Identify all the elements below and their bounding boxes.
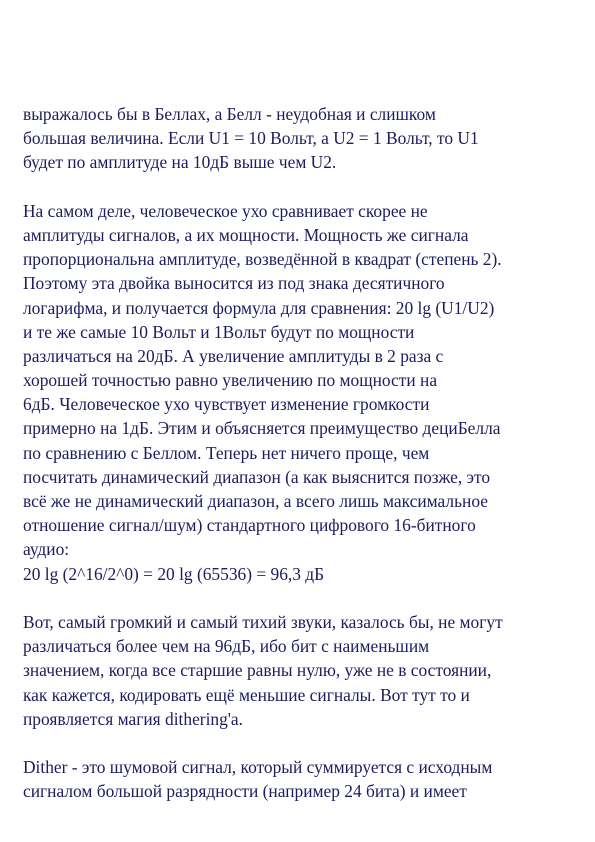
text-line: по сравнению с Беллом. Теперь нет ничего проще, чем	[23, 442, 430, 463]
text-line: пропорциональна амплитуде, возведённой в квадрат (степень 2).	[23, 249, 502, 270]
text-line: будет по амплитуде на 10дБ выше чем U2.	[23, 152, 337, 173]
text-line: сигналом большой разрядности (например 24 бита) и имеет	[23, 781, 467, 802]
text-line: хорошей точностью равно увеличению по мощности на	[23, 370, 438, 391]
text-line: Поэтому эта двойка выносится из под знака десятичного	[23, 273, 445, 294]
text-line: выражалось бы в Беллах, а Белл - неудобная и слишком	[23, 104, 436, 124]
paragraph-gap	[23, 175, 583, 199]
text-line: На самом деле, человеческое ухо сравнивает скорее не	[23, 200, 428, 221]
text-line: большая величина. Если U1 = 10 Вольт, а U2 = 1 Вольт, то U1	[23, 128, 479, 149]
text-line: посчитать динамический диапазон (а как выяснится позже, это	[23, 466, 491, 487]
paragraph-4	[23, 755, 583, 803]
text-line: как кажется, кодировать ещё меньшие сигналы. Вот тут то и	[23, 684, 470, 705]
text-line: и те же самые 10 Вольт и 1Вольт будут по мощности	[23, 321, 415, 342]
text-line: различаться более чем на 96дБ, ибо бит с наименьшим	[23, 636, 430, 657]
document-body	[23, 102, 583, 803]
text-line: различаться на 20дБ. А увеличение амплитуды в 2 раза с	[23, 345, 444, 366]
text-line: примерно на 1дБ. Этим и объясняется преимущество дециБелла	[23, 418, 501, 439]
paragraph-gap	[23, 586, 583, 610]
text-line: логарифма, и получается формула для сравнения: 20 lg (U1/U2)	[23, 297, 495, 318]
paragraph-2	[23, 199, 583, 586]
text-line: всё же не динамический диапазон, а всего лишь максимальное	[23, 491, 488, 511]
text-line: амплитуды сигналов, а их мощности. Мощность же сигнала	[23, 224, 469, 245]
text-line: отношение сигнал/шум) стандартного цифрового 16-битного	[23, 515, 476, 536]
paragraph-3	[23, 610, 583, 731]
text-line: проявляется магия dithering'а.	[23, 708, 243, 729]
text-line: Dither - это шумовой сигнал, который суммируется с исходным	[23, 757, 493, 778]
text-line: аудио:	[23, 539, 70, 560]
formula-line: 20 lg (2^16/2^0) = 20 lg (65536) = 96,3 дБ	[23, 563, 325, 584]
text-line: 6дБ. Человеческое ухо чувствует изменение громкости	[23, 394, 430, 415]
text-line: Вот, самый громкий и самый тихий звуки, казалось бы, не могут	[23, 611, 503, 632]
paragraph-1	[23, 102, 583, 175]
paragraph-gap	[23, 731, 583, 755]
text-line: значением, когда все старшие равны нулю, уже не в состоянии,	[23, 660, 492, 681]
